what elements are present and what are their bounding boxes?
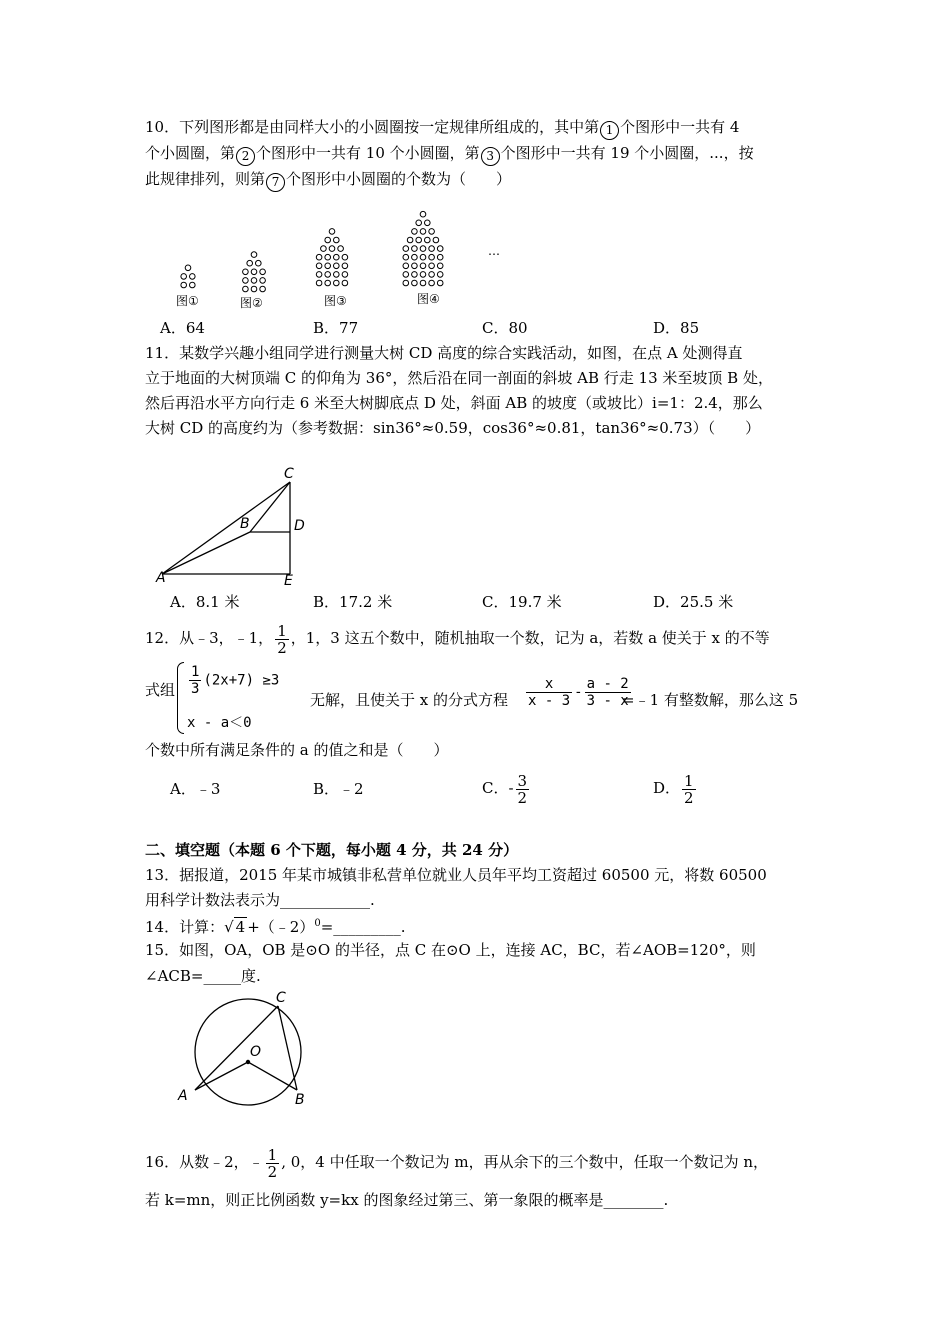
- denominator: x - 3: [528, 693, 571, 709]
- q10-dot-pattern-figure: [172, 193, 502, 319]
- fig-label-2: 图②: [240, 296, 263, 310]
- fig4-dot: [412, 246, 418, 252]
- fractional-equation: [524, 676, 633, 709]
- q14-text: =_________.: [320, 918, 406, 936]
- fig2-dot: [251, 286, 257, 292]
- fig4-dot: [437, 246, 443, 252]
- fig4-dot: [429, 280, 435, 286]
- option-c-label: C．-: [482, 779, 514, 797]
- fig4-dot: [437, 254, 443, 260]
- label-E: E: [284, 573, 293, 588]
- denominator: 2: [684, 788, 694, 807]
- fig2-dot: [243, 286, 249, 292]
- q12-option-c: [482, 770, 531, 806]
- label-A: A: [178, 1088, 188, 1104]
- radius-OB: [248, 1062, 297, 1090]
- q12-text: ，1，3 这五个数中，随机抽取一个数，记为 a，若数 a 使关于 x 的不等: [290, 629, 770, 647]
- q12-line-2-suffix: =﹣1 有整数解，那么这 5: [622, 691, 799, 709]
- fig2-dot: [256, 260, 262, 266]
- circled-number: 3: [481, 147, 500, 166]
- fig4-dot: [420, 280, 426, 286]
- q10-line-1: [145, 117, 739, 140]
- fig2-dot: [251, 269, 257, 275]
- fig2-dot: [260, 286, 266, 292]
- inequality-system: [177, 662, 307, 734]
- fig4-dot: [403, 263, 409, 269]
- fig1-dot: [181, 274, 187, 280]
- fig4-dot: [420, 263, 426, 269]
- q10-option-b: B．77: [313, 319, 359, 337]
- fraction-one-third: [189, 664, 201, 697]
- fig-label-4: 图④: [417, 292, 440, 306]
- q12-text: 12．从﹣3，﹣1，: [145, 629, 274, 647]
- q10-text: 个图形中小圆圈的个数为（ ）: [286, 170, 512, 188]
- fig3-dot: [334, 272, 340, 278]
- q10-line-2: [145, 143, 754, 166]
- label-C: C: [276, 990, 286, 1006]
- label-O: O: [250, 1044, 262, 1060]
- q10-line-3: [145, 169, 511, 192]
- fig3-dot: [325, 280, 331, 286]
- q11-line-3: 然后再沿水平方向行走 6 米至大树脚底点 D 处，斜面 AB 的坡度（或坡比）i=1：2.4，那么: [145, 394, 763, 412]
- denominator: 2: [517, 788, 528, 807]
- denominator: 3: [191, 681, 200, 697]
- fig4-dot: [425, 220, 431, 226]
- fig2-dot: [251, 252, 257, 258]
- fig3-dot: [325, 237, 331, 243]
- q14-line: [145, 914, 406, 937]
- q16-text: 16．从数﹣2，﹣: [145, 1153, 264, 1171]
- fig3-dot: [325, 263, 331, 269]
- q12-line-3: 个数中所有满足条件的 a 的值之和是（ ）: [145, 741, 449, 759]
- q11-line-4: 大树 CD 的高度约为（参考数据：sin36°≈0.59，cos36°≈0.81，tan36°≈0.73）（ ）: [145, 419, 761, 437]
- q12-option-a: A．﹣3: [170, 780, 221, 798]
- circled-number: 1: [600, 121, 619, 140]
- fig4-dot: [437, 272, 443, 278]
- fig4-dot: [412, 254, 418, 260]
- q13-line-2: 用科学计数法表示为____________.: [145, 891, 375, 909]
- q10-option-d: D．85: [653, 319, 700, 337]
- fig4-dot: [403, 254, 409, 260]
- fig4-dot: [412, 272, 418, 278]
- q12-line-1: [145, 620, 770, 656]
- fig3-dot: [334, 254, 340, 260]
- numerator: 1: [267, 1145, 278, 1164]
- radicand: 4: [235, 918, 246, 936]
- slope-line-AB: [162, 532, 250, 574]
- circled-number: 7: [266, 173, 285, 192]
- radius-OA: [195, 1062, 248, 1090]
- inequality-2: x - a＜0: [187, 715, 252, 731]
- inequality-1: [187, 664, 279, 697]
- q10-text: 此规律排列，则第: [145, 170, 266, 188]
- q11-option-b: B．17.2 米: [313, 593, 393, 611]
- q15-line-2: ∠ACB=_____度.: [145, 967, 261, 985]
- fraction-one-half: [275, 623, 289, 656]
- q11-line-2: 立于地面的大树顶端 C 的仰角为 36°，然后沿在同一剖面的斜坡 AB 行走 13 米至坡顶 B 处，: [145, 369, 773, 387]
- left-brace: [177, 662, 184, 734]
- fig3-dot: [338, 246, 344, 252]
- fraction-one-half-q16: [266, 1147, 280, 1180]
- fig4-dot: [429, 246, 435, 252]
- q15-circle-figure: [170, 990, 320, 1114]
- q12-option-d: [653, 770, 698, 806]
- fig4-dot: [437, 263, 443, 269]
- fraction-three-halves: [516, 773, 530, 806]
- fig3-dot: [334, 237, 340, 243]
- q11-option-c: C．19.7 米: [482, 593, 562, 611]
- q11-line-1: 11．某数学兴趣小组同学进行测量大树 CD 高度的综合实践活动，如图，在点 A 处测得直: [145, 344, 743, 362]
- fig3-dot: [342, 263, 348, 269]
- fig4-dot: [403, 280, 409, 286]
- fig4-dot: [429, 272, 435, 278]
- q11-option-d: D．25.5 米: [653, 593, 734, 611]
- sqrt-symbol: √: [224, 918, 234, 936]
- circle-svg: [170, 990, 320, 1110]
- fig4-dot: [412, 263, 418, 269]
- label-A: A: [156, 570, 166, 586]
- fig2-dot: [260, 269, 266, 275]
- fig1-dot: [181, 282, 187, 288]
- fig4-dot: [403, 246, 409, 252]
- inequality-1-rest: (2x+7) ≥3: [203, 672, 280, 689]
- fig4-dot: [407, 237, 413, 243]
- numerator: 1: [277, 621, 287, 640]
- fig3-dot: [325, 272, 331, 278]
- q11-option-a: A．8.1 米: [170, 593, 240, 611]
- chord-BC: [278, 1006, 297, 1090]
- fig4-dot: [437, 280, 443, 286]
- fig3-dot: [316, 254, 322, 260]
- fig4-dot: [416, 237, 422, 243]
- fig3-dot: [321, 246, 327, 252]
- circled-number: 2: [236, 147, 255, 166]
- q14-text: 14．计算：: [145, 918, 225, 936]
- fig3-dot: [334, 280, 340, 286]
- fig3-dot: [325, 254, 331, 260]
- label-C: C: [284, 466, 294, 482]
- fig4-dot: [412, 280, 418, 286]
- q16-line-1: [145, 1144, 768, 1180]
- fig3-dot: [342, 280, 348, 286]
- q12-option-b: B．﹣2: [313, 780, 364, 798]
- q10-text: 个图形中一共有 10 个小圆圈，第: [256, 144, 480, 162]
- q10-text: 个图形中一共有 4: [620, 118, 740, 136]
- numerator: 1: [684, 771, 694, 790]
- fig2-dot: [247, 260, 253, 266]
- fig-label-3: 图③: [324, 294, 347, 308]
- fig2-dot: [243, 269, 249, 275]
- section-2-heading: 二、填空题（本题 6 个下题，每小题 4 分，共 24 分）: [145, 841, 519, 859]
- denominator: 2: [277, 638, 287, 657]
- q11-tree-slope-figure: [150, 462, 320, 592]
- fig3-dot: [329, 229, 335, 235]
- q16-line-2: 若 k=mn，则正比例函数 y=kx 的图象经过第三、第一象限的概率是________.: [145, 1191, 669, 1209]
- q10-text: 10．下列图形都是由同样大小的小圆圈按一定规律所组成的，其中第: [145, 118, 600, 136]
- fig2-dot: [260, 278, 266, 284]
- label-B: B: [240, 516, 250, 532]
- fig2-dot: [251, 278, 257, 284]
- numerator: x: [526, 676, 572, 693]
- sight-line-AC: [162, 482, 290, 574]
- label-D: D: [294, 518, 305, 534]
- tree-slope-svg: [150, 462, 320, 588]
- minus-sign: -: [574, 684, 583, 701]
- exponent: 0: [314, 918, 321, 929]
- fig4-dot: [420, 254, 426, 260]
- fig4-dot: [429, 254, 435, 260]
- fig4-dot: [412, 229, 418, 235]
- fig3-dot: [316, 272, 322, 278]
- fig2-dot: [243, 278, 249, 284]
- fig1-dot: [185, 265, 191, 271]
- fig4-dot: [416, 220, 422, 226]
- q12-line-2-prefix: 式组: [145, 681, 176, 699]
- q16-text: , 0，4 中任取一个数记为 m，再从余下的三个数中，任取一个数记为 n，: [281, 1153, 769, 1171]
- fig4-dot: [420, 272, 426, 278]
- label-B: B: [295, 1092, 305, 1108]
- fig4-dot: [433, 237, 439, 243]
- q10-option-a: A．64: [160, 319, 205, 337]
- q10-option-c: C．80: [482, 319, 528, 337]
- denominator: 3 - x: [586, 693, 629, 709]
- fig3-dot: [342, 272, 348, 278]
- q15-line-1: 15．如图，OA，OB 是⊙O 的半径，点 C 在⊙O 上，连接 AC，BC，若∠AOB=120°，则: [145, 941, 756, 959]
- q13-line-1: 13．据报道，2015 年某市城镇非私营单位就业人员年平均工资超过 60500 元，将数 60500: [145, 866, 767, 884]
- fig3-dot: [334, 263, 340, 269]
- fig3-dot: [316, 280, 322, 286]
- numerator: 1: [191, 664, 200, 680]
- fig4-dot: [425, 237, 431, 243]
- q12-line-2-mid: 无解，且使关于 x 的分式方程: [310, 691, 508, 709]
- fig4-dot: [429, 229, 435, 235]
- circle-O: [195, 999, 301, 1105]
- q10-text: 个小圆圈，第: [145, 144, 236, 162]
- fig1-dot: [190, 282, 196, 288]
- fraction-one-half-d: [682, 773, 696, 806]
- fig4-dot: [420, 211, 426, 217]
- fig4-dot: [420, 229, 426, 235]
- fig1-dot: [190, 274, 196, 280]
- denominator: 2: [267, 1162, 278, 1181]
- fig3-dot: [316, 263, 322, 269]
- fig4-dot: [403, 272, 409, 278]
- fig4-dot: [429, 263, 435, 269]
- numerator: 3: [517, 771, 528, 790]
- fig3-dot: [329, 246, 335, 252]
- fig4-dot: [420, 246, 426, 252]
- fig-label-1: 图①: [176, 294, 199, 308]
- dot-pattern-svg: [172, 193, 502, 315]
- fraction-x-over-x-3: [526, 676, 572, 709]
- center-dot: [246, 1060, 250, 1064]
- numerator: a - 2: [586, 676, 629, 692]
- option-d-label: D．: [653, 779, 681, 797]
- fig3-dot: [342, 254, 348, 260]
- fig-ellipsis: …: [488, 244, 500, 258]
- q14-text: +（﹣2）: [247, 918, 315, 936]
- q10-text: 个图形中一共有 19 个小圆圈，...，按: [500, 144, 754, 162]
